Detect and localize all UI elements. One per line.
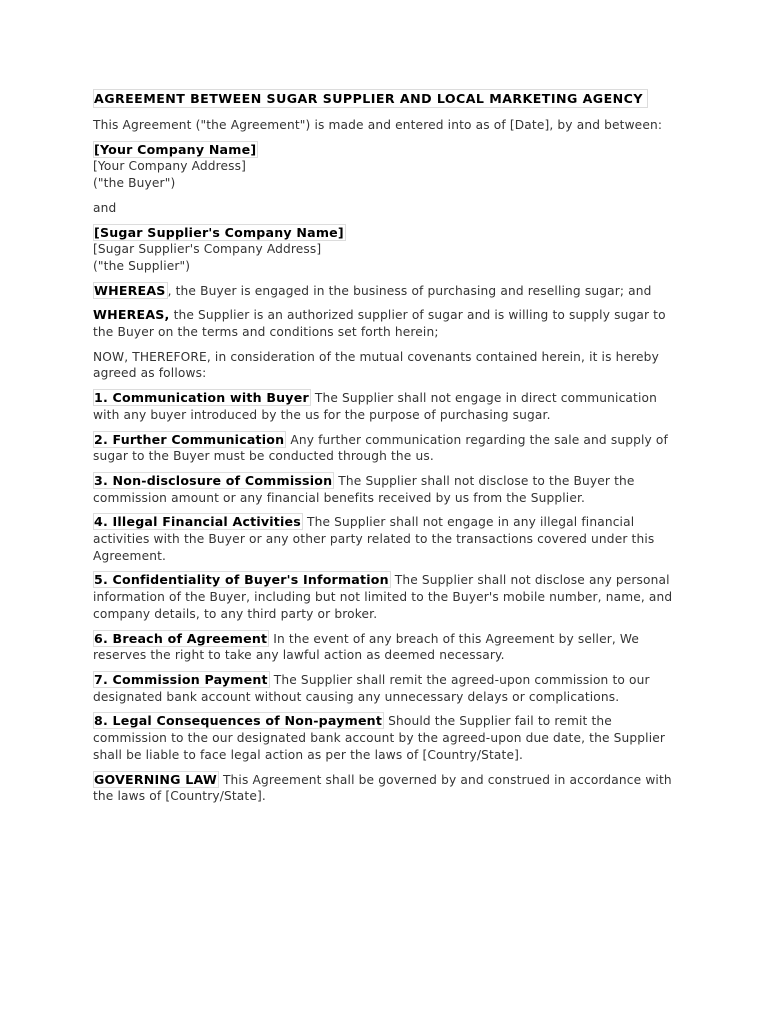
governing-law-paragraph (93, 772, 683, 805)
clause-text: Should the Supplier fail to remit the commission to the our designated bank account by the agreed-upon due date, the Supplier shall be liable to face legal action as per the laws of [Country/State]. (93, 714, 666, 762)
clause-text: In the event of any breach of this Agreement by seller, We reserves the right to take any lawful action as deemed necessary. (93, 631, 640, 663)
and-text: and (93, 200, 117, 215)
clause-confidentiality (93, 572, 683, 622)
clause-heading: 3. Non-disclosure of Commission (94, 472, 333, 488)
clause-text: The Supplier shall not engage in any illegal financial activities with the Buyer or any other party related to the transactions covered under this Agreement. (93, 515, 655, 563)
supplier-name: [Sugar Supplier's Company Name] (94, 224, 344, 240)
agreement-document (93, 88, 683, 813)
document-title: AGREEMENT BETWEEN SUGAR SUPPLIER AND LOCAL MARKETING AGENCY (93, 89, 648, 108)
clause-communication-with-buyer (93, 390, 683, 423)
clause-text: The Supplier shall remit the agreed-upon commission to our designated bank account without causing any unnecessary delays or complications. (93, 672, 650, 704)
clause-heading: 6. Breach of Agreement (94, 630, 268, 646)
supplier-role: ("the Supplier") (93, 258, 191, 273)
buyer-block (93, 142, 683, 192)
clause-heading: 8. Legal Consequences of Non-payment (94, 713, 383, 729)
clause-legal-consequences (93, 713, 683, 763)
clause-breach-of-agreement (93, 631, 683, 664)
clause-text: The Supplier shall not disclose to the Buyer the commission amount or any financial benefits received by us from the Supplier. (93, 473, 635, 505)
clause-commission-payment (93, 672, 683, 705)
clause-illegal-financial-activities (93, 514, 683, 564)
now-therefore-paragraph: NOW, THEREFORE, in consideration of the mutual covenants contained herein, it is hereby agreed as follows: (93, 349, 659, 381)
whereas-text: , the Buyer is engaged in the business of purchasing and reselling sugar; and (167, 283, 652, 298)
clause-heading: 5. Confidentiality of Buyer's Information (94, 572, 389, 588)
clause-heading: 1. Communication with Buyer (94, 390, 309, 406)
clause-non-disclosure-of-commission (93, 473, 683, 506)
intro-paragraph: This Agreement ("the Agreement") is made and entered into as of [Date], by and between: (93, 118, 663, 132)
clause-further-communication (93, 432, 683, 465)
buyer-name: [Your Company Name] (94, 141, 257, 157)
whereas-buyer (93, 283, 683, 300)
whereas-supplier (93, 307, 683, 340)
supplier-address: [Sugar Supplier's Company Address] (93, 242, 322, 257)
supplier-block (93, 225, 683, 275)
clause-text: Any further communication regarding the sale and supply of sugar to the Buyer must be conducted through the us. (93, 432, 668, 464)
clause-text: The Supplier shall not engage in direct communication with any buyer introduced by the us for the purpose of purchasing sugar. (93, 391, 657, 422)
governing-law-heading: GOVERNING LAW (94, 771, 217, 787)
buyer-role: ("the Buyer") (93, 176, 176, 191)
clause-heading: 4. Illegal Financial Activities (94, 514, 301, 530)
clause-heading: 7. Commission Payment (94, 671, 268, 687)
whereas-label: WHEREAS, (93, 307, 170, 323)
clause-heading: 2. Further Communication (94, 431, 285, 447)
whereas-label: WHEREAS (94, 282, 166, 298)
buyer-address: [Your Company Address] (93, 159, 247, 174)
governing-law-text: This Agreement shall be governed by and construed in accordance with the laws of [Country/State]. (93, 772, 672, 804)
whereas-text: the Supplier is an authorized supplier of sugar and is willing to supply sugar to the Buyer on the terms and conditions set forth herein; (93, 308, 666, 340)
clause-text: The Supplier shall not disclose any personal information of the Buyer, including but not limited to the Buyer's mobile number, name, and company details, to any third party or broker. (93, 573, 673, 621)
